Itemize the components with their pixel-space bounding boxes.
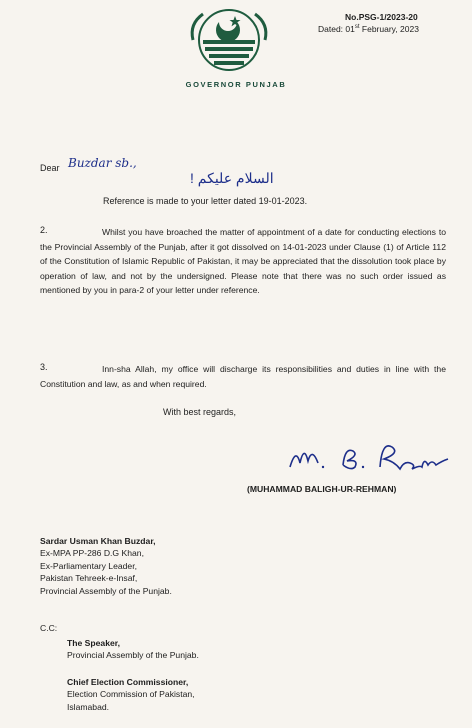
office-title: GOVERNOR PUNJAB xyxy=(185,80,287,89)
addressee-line: Provincial Assembly of the Punjab. xyxy=(40,585,172,596)
handwritten-signature xyxy=(285,435,465,475)
addressee-name: Sardar Usman Khan Buzdar, xyxy=(40,536,156,546)
cc-recipient-title: Chief Election Commissioner, xyxy=(67,677,189,687)
cc-recipient-line: Islamabad. xyxy=(67,701,110,712)
letter-date: Dated: 01st February, 2023 xyxy=(318,24,419,34)
paragraph-3: Inn-sha Allah, my office will discharge its responsibilities and duties in line with the Constitution and law, as and when required. xyxy=(40,364,446,389)
addressee-line: Ex-Parliamentary Leader, xyxy=(40,560,137,571)
urdu-greeting: السلام علیکم ! xyxy=(190,170,274,186)
governor-punjab-emblem-icon xyxy=(183,6,275,78)
signatory-name: (MUHAMMAD BALIGH-UR-REHMAN) xyxy=(247,484,397,494)
paragraph-2-number: 2. xyxy=(40,225,48,235)
addressee-line: Ex-MPA PP-286 D.G Khan, xyxy=(40,548,144,559)
cc-recipient-cec xyxy=(67,676,195,713)
closing-regards: With best regards, xyxy=(163,407,237,417)
cc-recipient-speaker xyxy=(67,637,199,662)
paragraph-3-number: 3. xyxy=(40,362,48,372)
cc-label: C.C: xyxy=(40,623,58,633)
cc-recipient-line: Election Commission of Pakistan, xyxy=(67,689,195,700)
reference-number: No.PSG-1/2023-20 xyxy=(345,12,418,22)
paragraph-1: Reference is made to your letter dated 19-01-2023. xyxy=(103,196,308,206)
addressee-line: Pakistan Tehreek-e-Insaf, xyxy=(40,573,138,584)
salutation-dear: Dear xyxy=(40,163,60,173)
paragraph-2: Whilst you have broached the matter of appointment of a date for conducting elections to the Provincial Assembly of the Punjab, after it got dissolved on 14-01-2023 under Clause (1) of Article 112 of the Constitution of Islamic Republic of Pakistan, it may be appreciated that the dissolution took place by operation of law, and not by the undersigned. Please note that there was no such order issued as mentioned by you in para-2 of your letter under reference. xyxy=(40,227,446,296)
addressee-block xyxy=(40,535,172,597)
cc-recipient-title: The Speaker, xyxy=(67,638,121,648)
handwritten-addressee: Buzdar sb., xyxy=(68,156,137,170)
cc-recipient-line: Provincial Assembly of the Punjab. xyxy=(67,650,199,661)
